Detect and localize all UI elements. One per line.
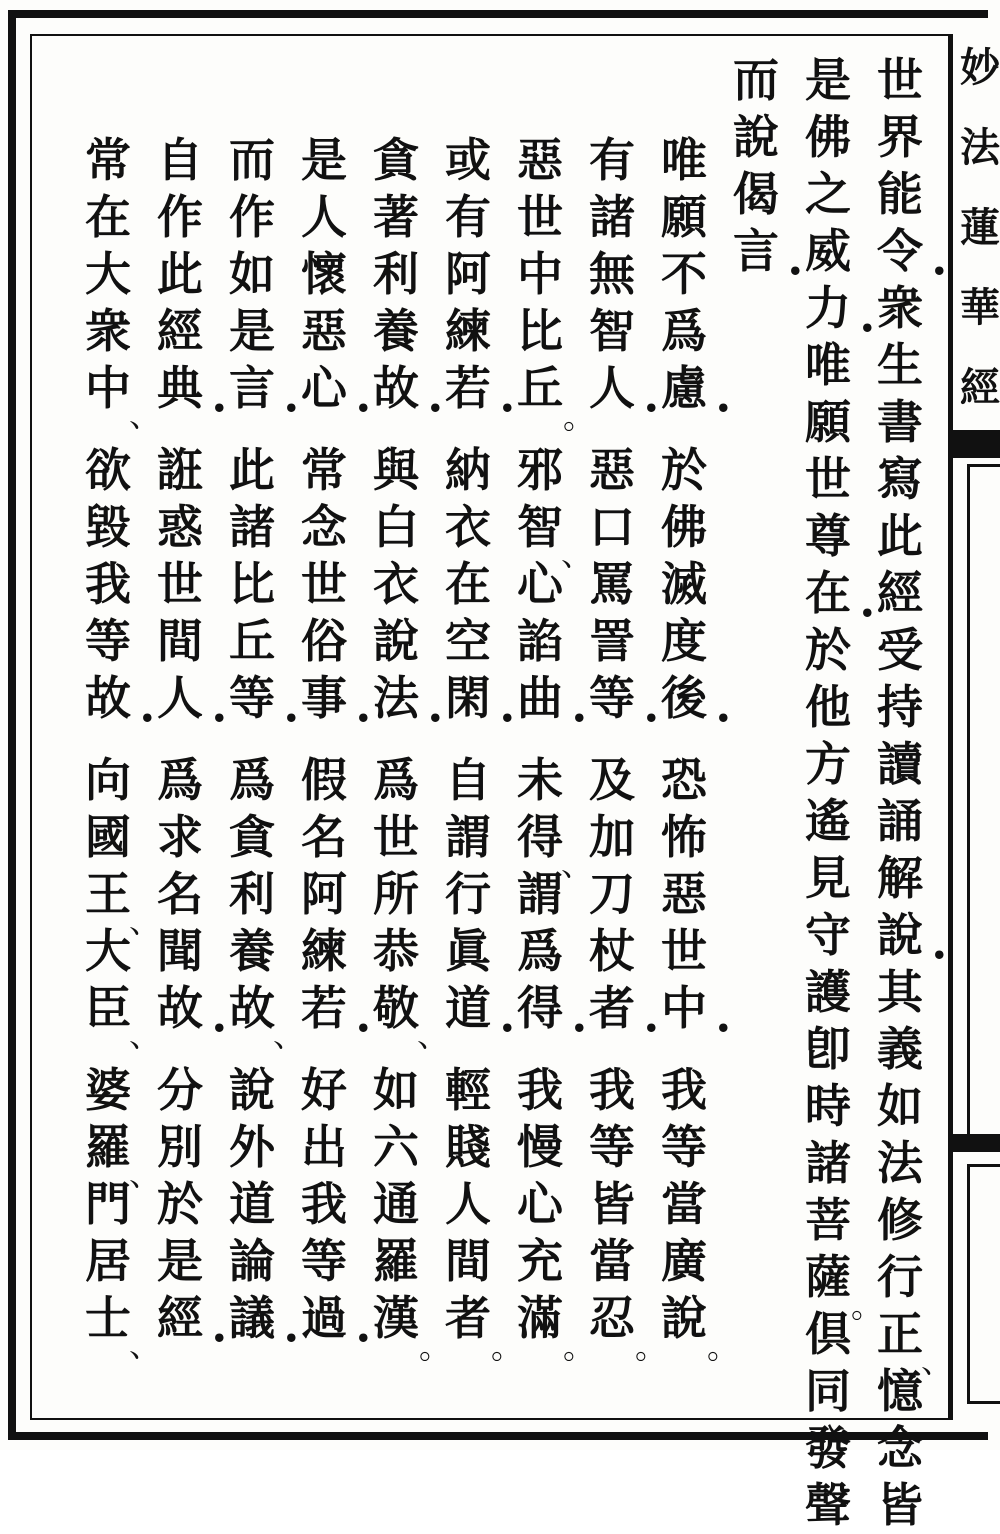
character: 度: [661, 614, 707, 668]
verse-phrase: [148, 1062, 212, 1347]
character: 方: [805, 737, 851, 791]
character: 通: [373, 1177, 419, 1231]
character: 此: [877, 509, 923, 563]
character: 養: [229, 924, 275, 978]
character: 念: [301, 500, 347, 554]
character: 而: [229, 133, 275, 187]
character: 法: [877, 1136, 923, 1190]
character: 人 •: [151, 670, 209, 727]
margin-black-band: [950, 430, 1000, 458]
character: 有: [589, 133, 635, 187]
character: 皆: [589, 1177, 635, 1231]
character: 大: [85, 924, 131, 978]
character: 持: [877, 680, 923, 734]
verse-phrase: [436, 442, 500, 727]
character: 經: [877, 566, 923, 620]
character: 人: [301, 190, 347, 244]
character: 養: [373, 304, 419, 358]
text-frame: [30, 34, 950, 1532]
character: 當: [589, 1234, 635, 1288]
margin-title-char: 法: [960, 124, 1000, 171]
character: 憶: [877, 1364, 923, 1418]
character: 向: [85, 753, 131, 807]
character: 者 。: [439, 1290, 497, 1347]
character: 見: [805, 851, 851, 905]
character: 若 •: [295, 980, 353, 1037]
character: 寫: [877, 452, 923, 506]
character: 充: [517, 1234, 563, 1288]
verse-phrase: [292, 1062, 356, 1347]
character: 界: [877, 110, 923, 164]
character: 等: [661, 1120, 707, 1174]
character: 間: [445, 1234, 491, 1288]
character: 行: [877, 1250, 923, 1304]
character: 之: [805, 167, 851, 221]
verse-phrase: [292, 752, 356, 1037]
character: 我: [589, 1063, 635, 1117]
character: 俗: [301, 614, 347, 668]
character: 作: [157, 190, 203, 244]
character: 無: [589, 247, 635, 301]
character: 門: [85, 1177, 131, 1231]
character: 世: [805, 452, 851, 506]
character: 於: [805, 623, 851, 677]
character: 邪: [517, 443, 563, 497]
character: 我: [85, 557, 131, 611]
character: 是: [805, 53, 851, 107]
character: 衣: [373, 557, 419, 611]
verse-phrase: [76, 752, 140, 1037]
character: 或: [445, 133, 491, 187]
character: 曲 •: [511, 670, 569, 727]
character: 願: [661, 190, 707, 244]
character: 假: [301, 753, 347, 807]
character: 惡: [301, 304, 347, 358]
character: 惡: [517, 133, 563, 187]
character: 名: [301, 810, 347, 864]
character: 後 •: [655, 670, 713, 727]
character: 惡: [589, 443, 635, 497]
character: 練: [445, 304, 491, 358]
character: 唯: [805, 338, 851, 392]
character: 口: [589, 500, 635, 554]
character: 讀: [877, 737, 923, 791]
character: 外: [229, 1120, 275, 1174]
character: 忍 。: [583, 1290, 641, 1347]
character: 世: [877, 53, 923, 107]
character: 世: [517, 190, 563, 244]
verse-phrase: [652, 752, 716, 1037]
character: 作: [229, 190, 275, 244]
character: 薩 。: [799, 1249, 857, 1306]
character: 我: [661, 1063, 707, 1117]
character: 爲: [157, 753, 203, 807]
character: 閑 •: [439, 670, 497, 727]
character: 自: [157, 133, 203, 187]
character: 等: [85, 614, 131, 668]
character: 丘 。: [511, 360, 569, 417]
character: 衣: [445, 500, 491, 554]
character: 念: [877, 1421, 923, 1475]
verse-phrase: [364, 442, 428, 727]
verse-phrase: [76, 442, 140, 727]
character: 皆: [877, 1478, 923, 1532]
character: 說 •: [871, 907, 929, 964]
character: 毀: [85, 500, 131, 554]
verse-phrase: [508, 442, 572, 727]
verse-phrase: [436, 1062, 500, 1347]
character: 漢 。: [367, 1290, 425, 1347]
character: 行: [445, 867, 491, 921]
character: 心: [517, 557, 563, 611]
character: 阿: [445, 247, 491, 301]
character: 人: [445, 1177, 491, 1231]
character: 爲: [229, 753, 275, 807]
verse-phrase: [220, 132, 284, 417]
character: 受: [877, 623, 923, 677]
character: 與: [373, 443, 419, 497]
margin-title-char: 蓮: [960, 204, 1000, 251]
character: 我: [301, 1177, 347, 1231]
character: 出: [301, 1120, 347, 1174]
character: 得 •: [511, 980, 569, 1037]
verse-phrase: [292, 442, 356, 727]
margin-box: [967, 1164, 1000, 1404]
character: 別: [157, 1120, 203, 1174]
character: 若 •: [439, 360, 497, 417]
character: 故 •: [367, 360, 425, 417]
character: 廣: [661, 1234, 707, 1288]
character: 誦: [877, 794, 923, 848]
margin-title-strip: [950, 34, 1000, 1420]
character: 居: [85, 1234, 131, 1288]
character: 能: [877, 167, 923, 221]
character: 時: [805, 1079, 851, 1133]
character: 謂: [517, 867, 563, 921]
margin-box: [967, 464, 1000, 1144]
character: 臣 、: [79, 980, 137, 1037]
character: 慮 •: [655, 360, 713, 417]
character: 當: [661, 1177, 707, 1231]
character: 等 •: [223, 670, 281, 727]
character: 杖: [589, 924, 635, 978]
character: 法 •: [367, 670, 425, 727]
verse-phrase: [652, 1062, 716, 1347]
character: 爲: [517, 924, 563, 978]
character: 人 •: [583, 360, 641, 417]
character: 恐: [661, 753, 707, 807]
character: 佛: [805, 110, 851, 164]
character: 貪: [229, 810, 275, 864]
character: 誑: [157, 443, 203, 497]
character: 諸: [589, 190, 635, 244]
verse-phrase: [220, 1062, 284, 1347]
character: 者 •: [583, 980, 641, 1037]
character: 阿: [301, 867, 347, 921]
character: 罵: [589, 557, 635, 611]
character: 眞: [445, 924, 491, 978]
character: 空: [445, 614, 491, 668]
character: 好: [301, 1063, 347, 1117]
verse-phrase: [508, 1062, 572, 1347]
verse-phrase: [652, 132, 716, 417]
character: 國: [85, 810, 131, 864]
character: 在: [85, 190, 131, 244]
character: 卽: [805, 1022, 851, 1076]
verse-phrase: [364, 1062, 428, 1347]
character: 智 、: [511, 499, 569, 556]
character: 中 、: [79, 360, 137, 417]
character: 利: [229, 867, 275, 921]
character: 所: [373, 867, 419, 921]
character: 願: [805, 395, 851, 449]
character: 義: [877, 1022, 923, 1076]
character: 等 •: [583, 670, 641, 727]
character: 等: [589, 1120, 635, 1174]
character: 此: [229, 443, 275, 497]
vertical-text-area: [32, 36, 948, 1532]
character: 佛: [661, 500, 707, 554]
character: 而: [733, 53, 779, 107]
character: 世: [157, 557, 203, 611]
margin-black-band: [950, 1134, 1000, 1152]
character: 聞: [157, 924, 203, 978]
character: 聲: [805, 1478, 851, 1532]
verse-phrase: [508, 752, 572, 1037]
character: 言 •: [223, 360, 281, 417]
character: 修: [877, 1193, 923, 1247]
character: 威: [805, 224, 851, 278]
character: 諸: [229, 500, 275, 554]
character: 王 、: [79, 866, 137, 923]
character: 謂: [445, 810, 491, 864]
character: 得 、: [511, 809, 569, 866]
prose-column: [796, 52, 860, 1534]
character: 在: [445, 557, 491, 611]
character: 他: [805, 680, 851, 734]
character: 及: [589, 753, 635, 807]
character: 敬 、: [367, 980, 425, 1037]
character: 滅: [661, 557, 707, 611]
character: 菩: [805, 1193, 851, 1247]
character: 恭: [373, 924, 419, 978]
character: 有: [445, 190, 491, 244]
character: 倶: [805, 1307, 851, 1361]
character: 守: [805, 908, 851, 962]
character: 如: [229, 247, 275, 301]
character: 在 •: [799, 565, 857, 622]
character: 其: [877, 965, 923, 1019]
character: 如: [877, 1079, 923, 1133]
character: 故 、: [223, 980, 281, 1037]
character: 婆: [85, 1063, 131, 1117]
character: 比: [517, 304, 563, 358]
character: 同: [805, 1364, 851, 1418]
character: 是: [301, 133, 347, 187]
character: 欲: [85, 443, 131, 497]
character: 言 •: [727, 223, 785, 280]
character: 尊: [805, 509, 851, 563]
character: 等: [301, 1234, 347, 1288]
character: 發: [805, 1421, 851, 1475]
margin-title-char: 經: [960, 364, 1000, 411]
character: 滿 。: [511, 1290, 569, 1347]
character: 不: [661, 247, 707, 301]
verse-phrase: [220, 442, 284, 727]
character: 論: [229, 1234, 275, 1288]
character: 說 。: [655, 1290, 713, 1347]
character: 正 、: [871, 1306, 929, 1363]
verse-phrase: [292, 132, 356, 417]
character: 說: [373, 614, 419, 668]
character: 道: [229, 1177, 275, 1231]
character: 羅: [373, 1234, 419, 1288]
character: 是: [229, 304, 275, 358]
verse-phrase: [436, 752, 500, 1037]
character: 於: [661, 443, 707, 497]
character: 心 •: [295, 360, 353, 417]
verse-phrase: [76, 1062, 140, 1347]
character: 此: [157, 247, 203, 301]
character: 常: [85, 133, 131, 187]
prose-column: [724, 52, 788, 280]
character: 令 •: [871, 223, 929, 280]
character: 納: [445, 443, 491, 497]
character: 間: [157, 614, 203, 668]
character: 大: [85, 247, 131, 301]
character: 衆: [85, 304, 131, 358]
character: 加: [589, 810, 635, 864]
character: 比: [229, 557, 275, 611]
character: 如: [373, 1063, 419, 1117]
character: 是: [157, 1234, 203, 1288]
verse-phrase: [652, 442, 716, 727]
character: 爲: [661, 304, 707, 358]
character: 典 •: [151, 360, 209, 417]
character: 常: [301, 443, 347, 497]
verse-phrase: [364, 752, 428, 1037]
character: 衆: [877, 281, 923, 335]
character: 羅 、: [79, 1119, 137, 1176]
verse-phrase: [508, 132, 572, 417]
character: 智: [589, 304, 635, 358]
character: 惑: [157, 500, 203, 554]
character: 唯: [661, 133, 707, 187]
character: 議 •: [223, 1290, 281, 1347]
character: 刀: [589, 867, 635, 921]
verse-phrase: [580, 1062, 644, 1347]
character: 於: [157, 1177, 203, 1231]
character: 六: [373, 1120, 419, 1174]
character: 懷: [301, 247, 347, 301]
verse-phrase: [148, 752, 212, 1037]
character: 世: [373, 810, 419, 864]
verse-phrase: [364, 132, 428, 417]
character: 說: [733, 110, 779, 164]
character: 生: [877, 338, 923, 392]
character: 事 •: [295, 670, 353, 727]
character: 慢: [517, 1120, 563, 1174]
character: 經 •: [151, 1290, 209, 1347]
character: 爲: [373, 753, 419, 807]
character: 過 •: [295, 1290, 353, 1347]
character: 說: [229, 1063, 275, 1117]
character: 未: [517, 753, 563, 807]
character: 故 •: [151, 980, 209, 1037]
character: 士 、: [79, 1290, 137, 1347]
character: 道 •: [439, 980, 497, 1037]
character: 中: [517, 247, 563, 301]
character: 著: [373, 190, 419, 244]
character: 書: [877, 395, 923, 449]
character: 求: [157, 810, 203, 864]
verse-phrase: [580, 752, 644, 1037]
character: 偈: [733, 167, 779, 221]
verse-phrase: [148, 442, 212, 727]
verse-phrase: [76, 132, 140, 417]
character: 名: [157, 867, 203, 921]
character: 世: [301, 557, 347, 611]
character: 惡: [661, 867, 707, 921]
character: 分: [157, 1063, 203, 1117]
verse-phrase: [580, 442, 644, 727]
character: 心: [517, 1177, 563, 1231]
margin-title-char: 華: [960, 284, 1000, 331]
character: 護: [805, 965, 851, 1019]
character: 自: [445, 753, 491, 807]
character: 諸: [805, 1136, 851, 1190]
character: 諂: [517, 614, 563, 668]
character: 詈: [589, 614, 635, 668]
character: 輕: [445, 1063, 491, 1117]
verse-phrase: [220, 752, 284, 1037]
verse-phrase: [436, 132, 500, 417]
character: 貪: [373, 133, 419, 187]
character: 賤: [445, 1120, 491, 1174]
character: 經: [157, 304, 203, 358]
character: 白: [373, 500, 419, 554]
character: 世: [661, 924, 707, 978]
character: 故 •: [79, 670, 137, 727]
character: 我: [517, 1063, 563, 1117]
verse-phrase: [148, 132, 212, 417]
character: 丘: [229, 614, 275, 668]
character: 怖: [661, 810, 707, 864]
character: 中 •: [655, 980, 713, 1037]
character: 解: [877, 851, 923, 905]
character: 力 •: [799, 280, 857, 337]
character: 練: [301, 924, 347, 978]
margin-title-char: 妙: [960, 44, 1000, 91]
character: 利: [373, 247, 419, 301]
character: 遙: [805, 794, 851, 848]
verse-phrase: [580, 132, 644, 417]
